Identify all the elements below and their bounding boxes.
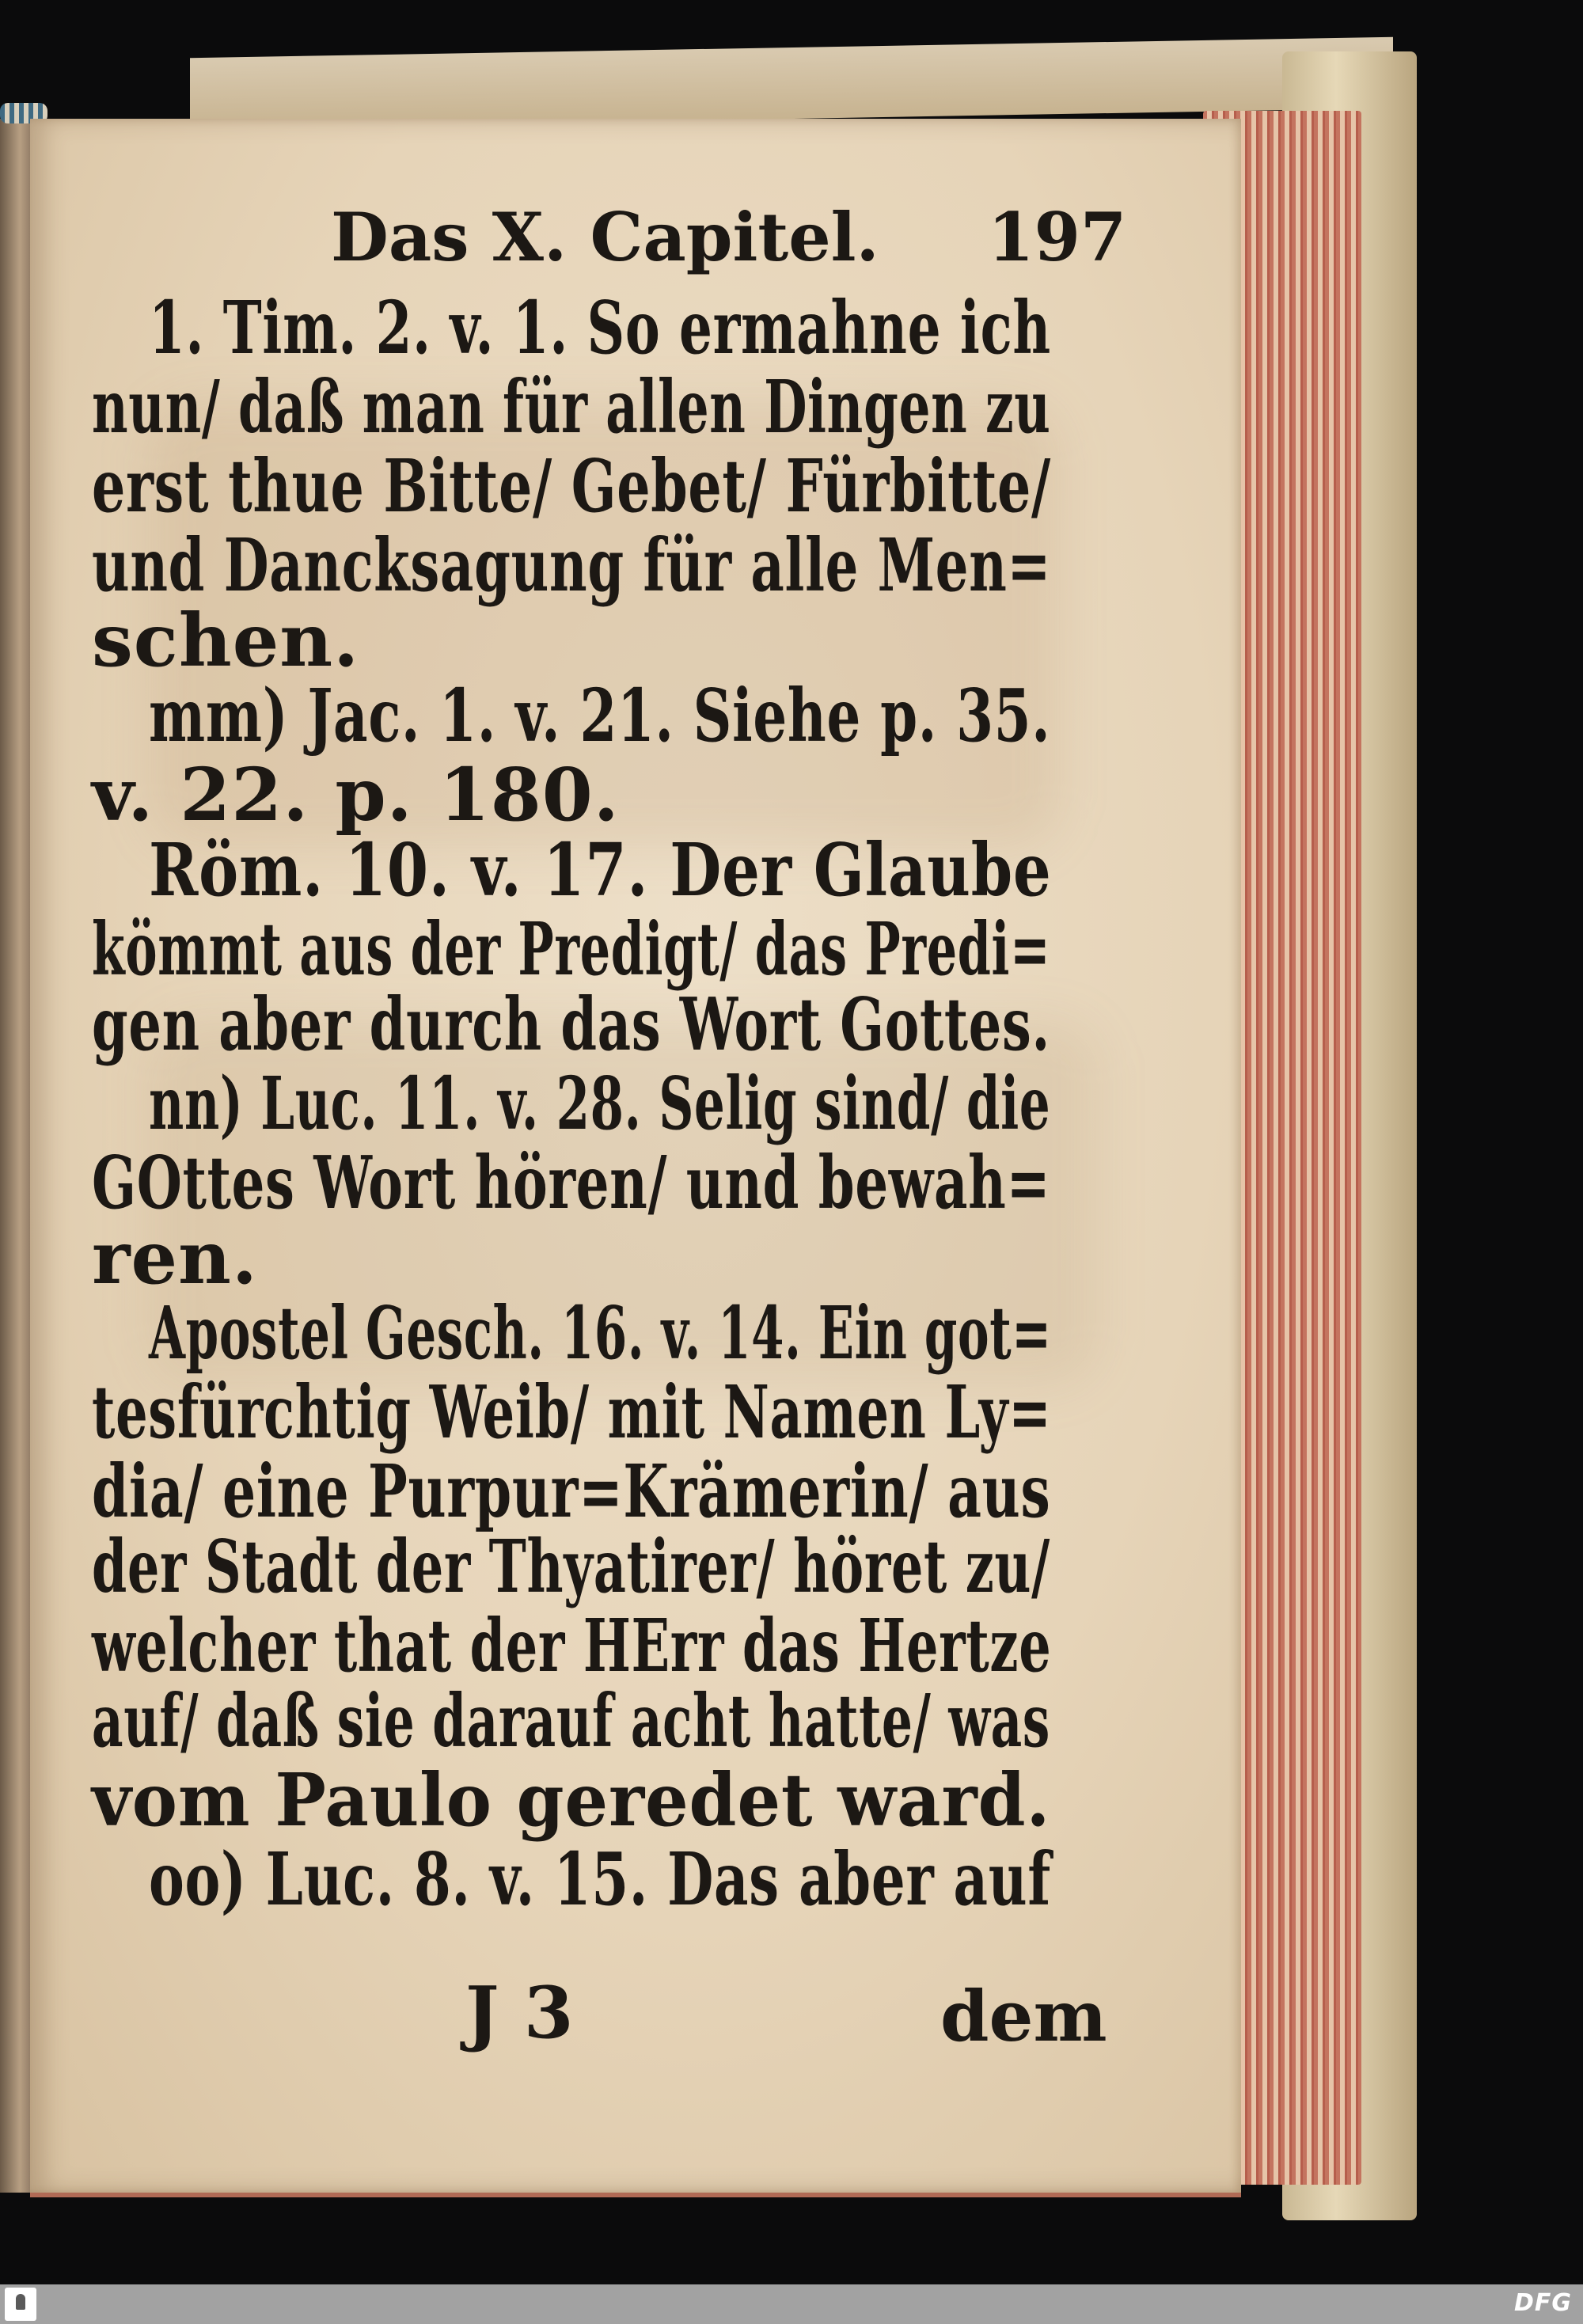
text-line: ren. xyxy=(92,1215,258,1301)
text-line: nn) Luc. 11. v. 28. Selig sind/ die xyxy=(149,1061,1051,1146)
running-title: Das X. Capitel. xyxy=(331,198,879,276)
page-number: 197 xyxy=(988,198,1127,276)
dfg-logo: DFG xyxy=(1513,2289,1572,2317)
text-line: erst thue Bitte/ Gebet/ Fürbitte/ xyxy=(92,443,1051,529)
text-line: tesfürchtig Weib/ mit Namen Ly= xyxy=(92,1369,1052,1455)
book-page xyxy=(30,119,1241,2197)
catchword: dem xyxy=(940,1975,1107,2057)
text-line: kömmt aus der Predigt/ das Predi= xyxy=(92,906,1051,992)
text-line: welcher that der HErr das Hertze xyxy=(92,1603,1052,1688)
text-line: Apostel Gesch. 16. v. 14. Ein got= xyxy=(149,1290,1052,1376)
text-line: vom Paulo geredet ward. xyxy=(92,1757,1051,1843)
text-line: v. 22. p. 180. xyxy=(92,752,620,837)
text-line: der Stadt der Thyatirer/ höret zu/ xyxy=(92,1524,1050,1609)
text-line: und Dancksagung für alle Men= xyxy=(92,522,1052,608)
text-line: gen aber durch das Wort Gottes. xyxy=(92,982,1050,1067)
text-line: GOttes Wort hören/ und bewah= xyxy=(92,1140,1051,1225)
signature-mark: J 3 xyxy=(465,1971,574,2055)
left-page-edge xyxy=(0,119,33,2193)
viewer-footer xyxy=(0,2284,1583,2324)
text-line: oo) Luc. 8. v. 15. Das aber auf xyxy=(149,1836,1051,1922)
library-logo-icon xyxy=(5,2288,36,2321)
text-line: schen. xyxy=(92,598,360,683)
text-line: Röm. 10. v. 17. Der Glaube xyxy=(149,827,1052,913)
text-line: auf/ daß sie darauf acht hatte/ was xyxy=(92,1678,1050,1764)
text-line: nun/ daß man für allen Dingen zu xyxy=(92,364,1051,450)
text-line: dia/ eine Purpur=Krämerin/ aus xyxy=(92,1449,1051,1534)
text-line: 1. Tim. 2. v. 1. So ermahne ich xyxy=(149,285,1051,370)
page-header xyxy=(331,198,1127,285)
text-line: mm) Jac. 1. v. 21. Siehe p. 35. xyxy=(149,673,1051,758)
